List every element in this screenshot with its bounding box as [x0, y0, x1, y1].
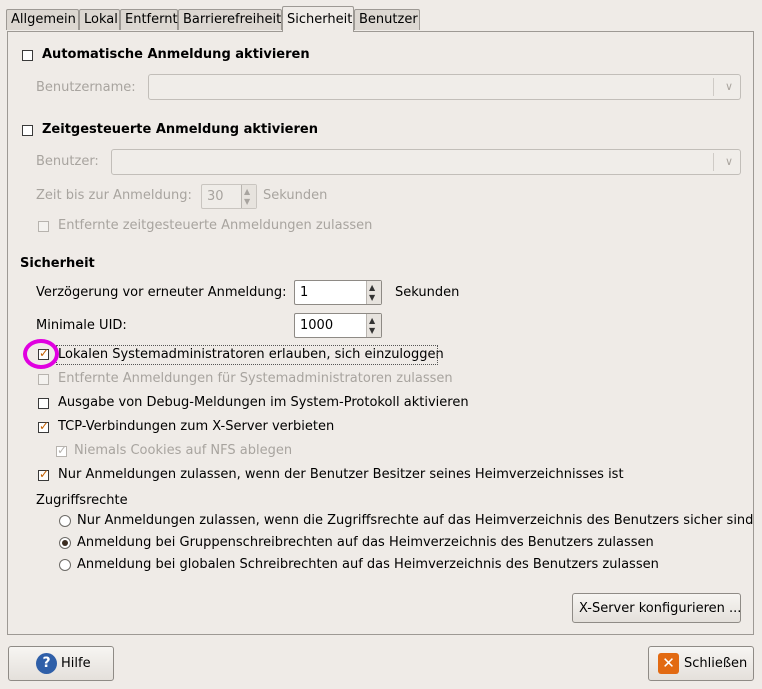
perm-radio-secure[interactable] — [59, 515, 71, 527]
help-button[interactable] — [8, 646, 114, 681]
tab-sicherheit[interactable]: Sicherheit — [282, 6, 354, 32]
remote-admin-checkbox[interactable] — [38, 374, 49, 385]
spin-up-icon[interactable]: ▲ — [369, 316, 376, 325]
close-label: Schließen — [684, 656, 748, 671]
auto-login-checkbox[interactable] — [22, 50, 33, 61]
tab-entfernt[interactable]: Entfernt — [120, 9, 178, 30]
nfs-cookies-label[interactable]: Niemals Cookies auf NFS ablegen — [74, 443, 293, 458]
retry-delay-label: Verzögerung vor erneuter Anmeldung: — [36, 285, 287, 300]
checkmark-icon: ✓ — [39, 346, 50, 360]
help-icon: ? — [36, 653, 57, 674]
retry-delay-unit: Sekunden — [395, 285, 460, 300]
tab-allgemein[interactable]: Allgemein — [6, 9, 79, 30]
nfs-cookies-checkbox[interactable] — [56, 443, 68, 457]
spin-up-icon[interactable]: ▲ — [244, 187, 251, 196]
spin-down-icon[interactable]: ▼ — [369, 293, 376, 302]
remote-timed-checkbox[interactable] — [38, 221, 49, 232]
delay-label: Zeit bis zur Anmeldung: — [36, 188, 192, 203]
delay-unit: Sekunden — [263, 188, 328, 203]
xserver-config-label: X-Server konfigurieren ... — [579, 601, 742, 616]
debug-label[interactable]: Ausgabe von Debug-Meldungen im System-Protokoll aktivieren — [58, 395, 469, 410]
home-owner-label[interactable]: Nur Anmeldungen zulassen, wenn der Benutzer Besitzer seines Heimverzeichnisses ist — [58, 467, 624, 482]
tab-benutzer[interactable]: Benutzer — [354, 9, 420, 30]
close-icon: ✕ — [658, 653, 679, 674]
tcp-label[interactable]: TCP-Verbindungen zum X-Server verbieten — [58, 419, 335, 434]
spin-down-icon[interactable]: ▼ — [244, 197, 251, 206]
home-owner-checkbox[interactable] — [38, 467, 50, 481]
checkmark-icon: ✓ — [57, 443, 68, 457]
retry-delay-spinner[interactable] — [294, 280, 382, 305]
checkmark-icon: ✓ — [39, 467, 50, 481]
remote-timed-label[interactable]: Entfernte zeitgesteuerte Anmeldungen zulassen — [58, 218, 373, 233]
perm-label-secure[interactable]: Nur Anmeldungen zulassen, wenn die Zugriffsrechte auf das Heimverzeichnis des Benutzers sicher sind — [77, 513, 754, 528]
timed-user-label: Benutzer: — [36, 154, 99, 169]
security-heading: Sicherheit — [20, 256, 95, 271]
focus-rectangle — [56, 345, 438, 365]
local-admin-label[interactable]: Lokalen Systemadministratoren erlauben, sich einzuloggen — [58, 347, 444, 362]
timed-login-label[interactable]: Zeitgesteuerte Anmeldung aktivieren — [42, 122, 318, 137]
checkmark-icon: ✓ — [39, 419, 50, 433]
delay-spinner[interactable] — [201, 184, 257, 209]
close-button[interactable] — [648, 646, 754, 681]
perm-label-group[interactable]: Anmeldung bei Gruppenschreibrechten auf das Heimverzeichnis des Benutzers zulassen — [77, 535, 654, 550]
perm-radio-global[interactable] — [59, 559, 71, 571]
permissions-heading: Zugriffsrechte — [36, 493, 128, 508]
perm-radio-group[interactable] — [59, 537, 71, 549]
xserver-config-button[interactable] — [572, 593, 741, 623]
username-combo[interactable] — [148, 74, 741, 100]
tab-barrierefreiheit[interactable]: Barrierefreiheit — [178, 9, 282, 30]
debug-checkbox[interactable] — [38, 398, 49, 409]
timed-login-checkbox[interactable] — [22, 125, 33, 136]
auto-login-label[interactable]: Automatische Anmeldung aktivieren — [42, 47, 310, 62]
username-label: Benutzername: — [36, 80, 136, 95]
retry-delay-value: 1 — [300, 285, 309, 300]
help-label: Hilfe — [61, 656, 91, 671]
highlight-ring — [23, 339, 59, 369]
min-uid-value: 1000 — [300, 318, 334, 333]
min-uid-spinner[interactable] — [294, 313, 382, 338]
radio-dot — [62, 540, 68, 546]
delay-value: 30 — [207, 189, 224, 204]
perm-label-global[interactable]: Anmeldung bei globalen Schreibrechten auf das Heimverzeichnis des Benutzers zulassen — [77, 557, 659, 572]
spin-up-icon[interactable]: ▲ — [369, 283, 376, 292]
min-uid-label: Minimale UID: — [36, 318, 127, 333]
chevron-down-icon: ∨ — [724, 80, 733, 93]
remote-admin-label[interactable]: Entfernte Anmeldungen für Systemadministratoren zulassen — [58, 371, 453, 386]
tcp-checkbox[interactable] — [38, 419, 50, 433]
spin-down-icon[interactable]: ▼ — [369, 326, 376, 335]
tab-lokal[interactable]: Lokal — [79, 9, 120, 30]
timed-user-combo[interactable] — [111, 149, 741, 175]
chevron-down-icon: ∨ — [724, 155, 733, 168]
